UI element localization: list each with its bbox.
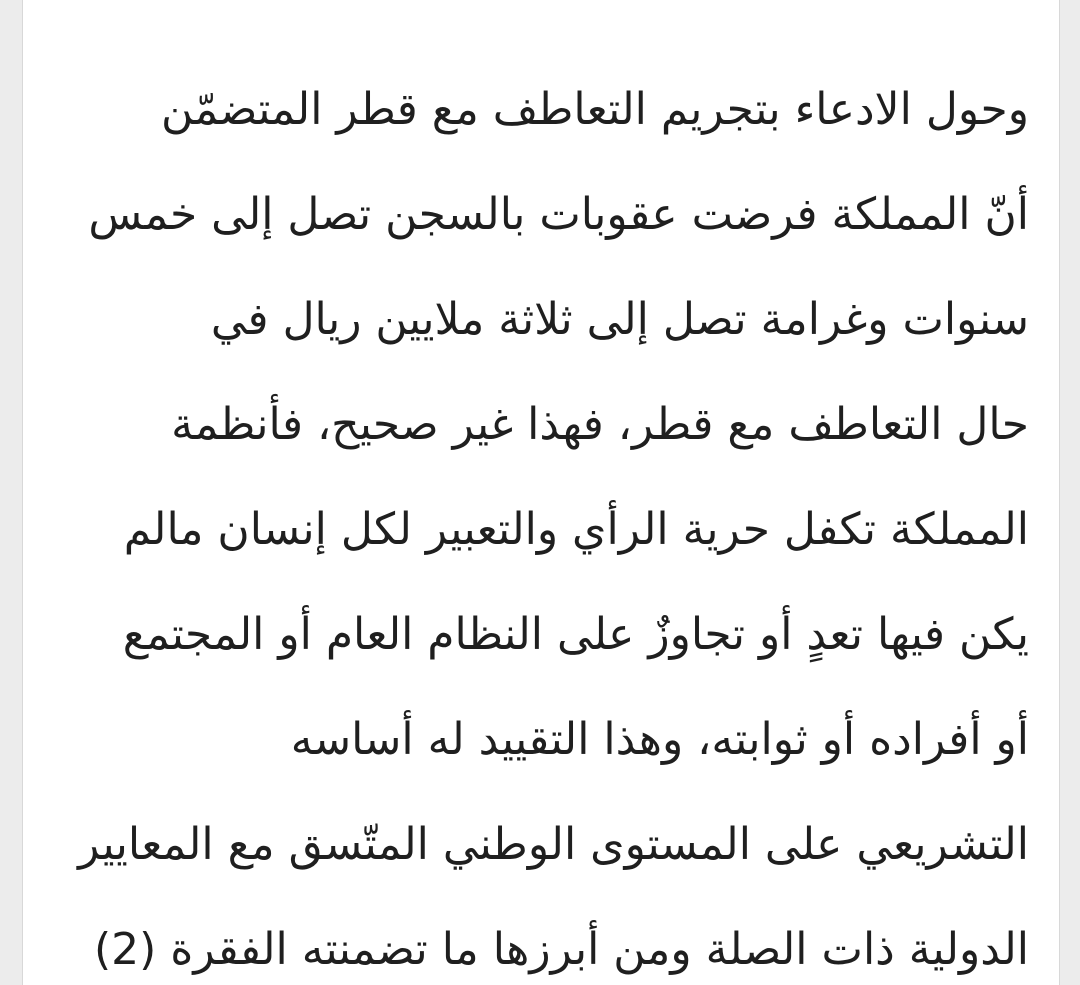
text-line-cut-top — [41, 0, 1029, 57]
text-line-5: المملكة تكفل حرية الرأي والتعبير لكل إنسان مالم — [123, 504, 1029, 555]
text-line-8: التشريعي على المستوى الوطني المتّسق مع المعايير — [78, 819, 1029, 870]
text-line-4: حال التعاطف مع قطر، فهذا غير صحيح، فأنظمة — [171, 399, 1029, 450]
text-line-2: أنّ المملكة فرضت عقوبات بالسجن تصل إلى خمس — [88, 189, 1029, 240]
text-line-9: الدولية ذات الصلة ومن أبرزها ما تضمنته الفقرة (2) — [93, 924, 1029, 975]
text-line-3: سنوات وغرامة تصل إلى ثلاثة ملايين ريال في — [210, 294, 1029, 345]
text-line-1: وحول الادعاء بتجريم التعاطف مع قطر المتضمّن — [161, 84, 1029, 135]
text-line-7: أو أفراده أو ثوابته، وهذا التقييد له أساسه — [290, 714, 1029, 765]
document-page — [22, 0, 1060, 985]
text-line-6: يكن فيها تعدٍ أو تجاوزٌ على النظام العام أو المجتمع — [122, 609, 1029, 660]
article-body — [23, 0, 1060, 985]
